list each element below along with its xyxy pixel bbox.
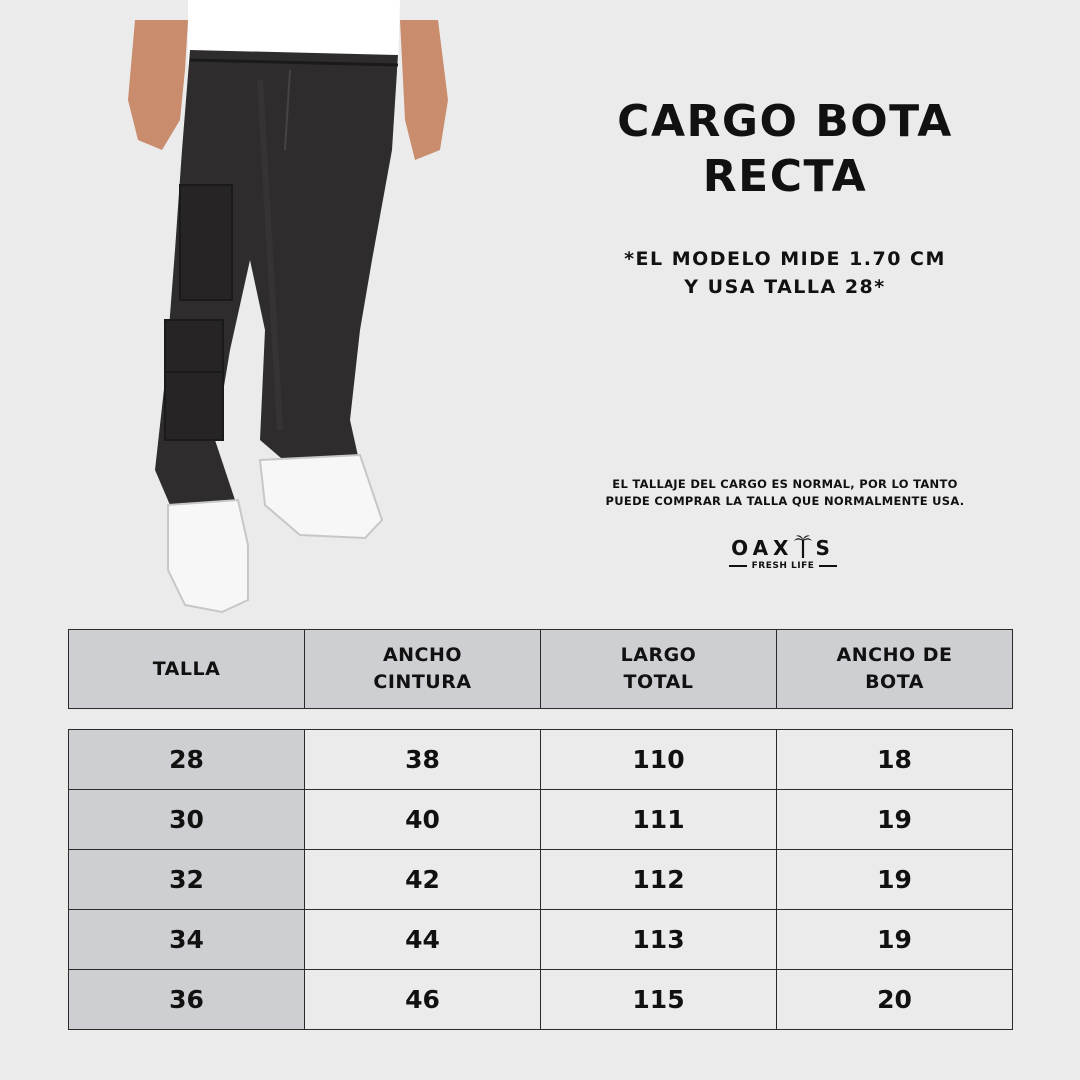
table-row [69,910,1013,970]
table-cell-talla: 28 [69,730,305,790]
table-row [69,970,1013,1030]
table-cell: 46 [305,970,541,1030]
header-label: ANCHO [382,644,463,666]
model-note-line-1: *EL MODELO MIDE 1.70 CM [624,248,946,270]
table-cell-talla: 32 [69,850,305,910]
header-row [69,630,1013,709]
table-cell: 19 [777,910,1013,970]
table-cell: 112 [541,850,777,910]
header-label: CINTURA [373,671,472,693]
table-cell: 42 [305,850,541,910]
product-photo [110,0,480,620]
logo-tagline-text: FRESH LIFE [751,561,815,571]
table-cell: 38 [305,730,541,790]
table-cell: 20 [777,970,1013,1030]
header-label: TALLA [152,657,221,680]
table-cell-talla: 30 [69,790,305,850]
table-cell: 40 [305,790,541,850]
table-cell: 110 [541,730,777,790]
header-label: ANCHO DE [836,644,953,666]
model-size-note [560,245,1010,301]
table-cell: 19 [777,850,1013,910]
logo-tagline [713,561,853,571]
table-cell-talla: 36 [69,970,305,1030]
fit-note-line-1: EL TALLAJE DEL CARGO ES NORMAL, POR LO TANTO [612,477,958,491]
table-cell: 111 [541,790,777,850]
product-title [560,94,1010,204]
header-label: BOTA [865,671,924,693]
cargo-jeans-model-image [110,0,480,620]
header-label: LARGO [620,644,697,666]
table-cell-talla: 34 [69,910,305,970]
table-row [69,730,1013,790]
size-table-header [68,629,1013,709]
table-cell: 115 [541,970,777,1030]
brand-logo [713,532,853,571]
logo-word-right: S [815,536,835,560]
header-largo-total [541,630,777,709]
table-cell: 113 [541,910,777,970]
logo-wordmark [713,532,853,560]
size-table-body [68,729,1013,1030]
divider [729,565,747,567]
model-note-line-2: Y USA TALLA 28* [684,276,886,298]
table-cell: 18 [777,730,1013,790]
table-row [69,790,1013,850]
title-line-2: RECTA [702,151,868,202]
header-label: TOTAL [623,671,694,693]
table-row [69,850,1013,910]
header-talla [69,630,305,709]
table-cell: 44 [305,910,541,970]
table-cell: 19 [777,790,1013,850]
header-ancho-cintura [305,630,541,709]
palm-tree-icon [794,534,812,560]
logo-word-left: OAX [731,536,794,560]
fit-note-line-2: PUEDE COMPRAR LA TALLA QUE NORMALMENTE USA. [605,494,965,508]
divider [819,565,837,567]
header-ancho-de-bota [777,630,1013,709]
title-line-1: CARGO BOTA [617,96,953,147]
fit-note [560,476,1010,510]
